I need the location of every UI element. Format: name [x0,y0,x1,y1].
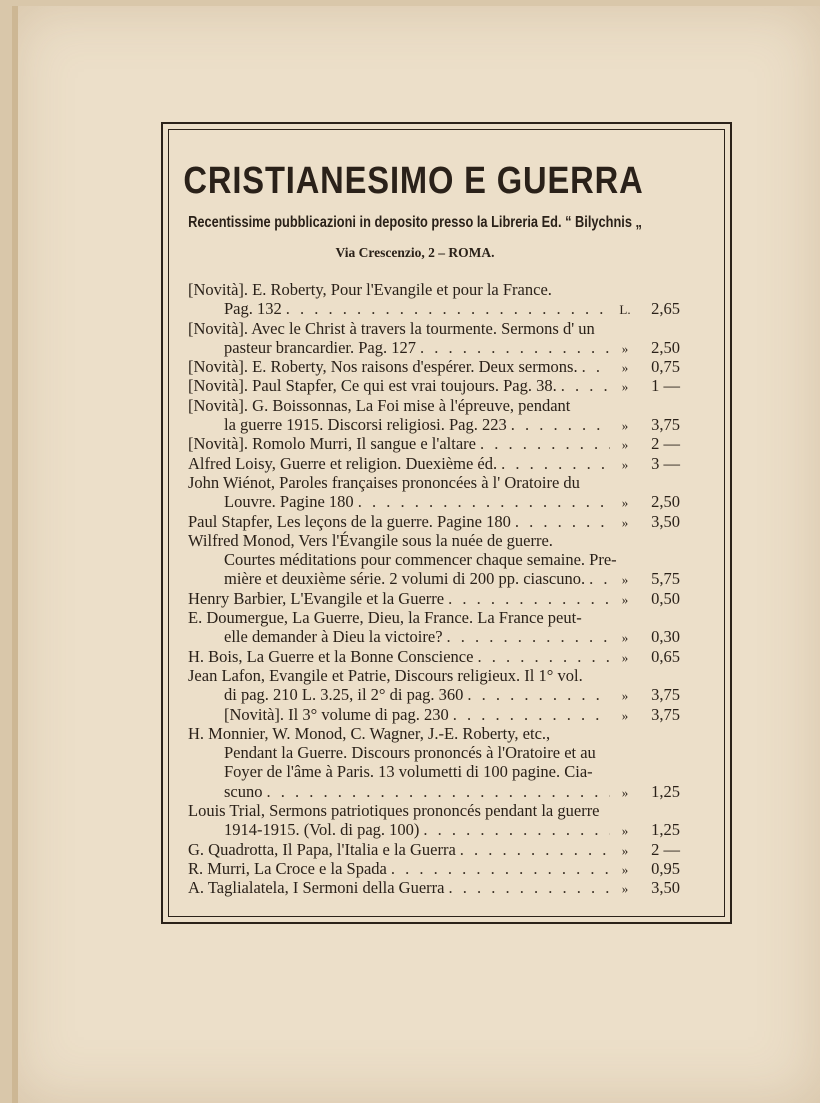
list-item [188,647,680,666]
price: 2,50 [651,337,680,357]
price: 0,30 [651,627,680,647]
leader-dots [448,589,610,608]
list-item [188,319,680,358]
price: 2,50 [651,492,680,512]
entry-line [188,454,680,473]
price-mark: » [621,379,629,395]
page-title: CRISTIANESIMO E GUERRA [183,160,644,202]
entry-text: Jean Lafon, Evangile et Patrie, Discours religieux. Il 1° vol. [188,665,583,685]
entry-line [188,627,680,646]
leader-dots [501,454,610,473]
list-item [188,396,680,435]
entry-line [188,569,680,588]
entry-text: Foyer de l'âme à Paris. 13 volumetti di 100 pagine. Cia- [224,762,593,782]
list-item [188,280,680,319]
price-mark: » [621,340,629,356]
leader-dots [467,685,610,704]
entry-line [188,724,680,743]
leader-dots [391,859,610,878]
entry-line [188,473,680,492]
entry-line [188,492,680,511]
entry-text: Alfred Loisy, Guerre et religion. Duexième éd. [188,453,498,473]
price-mark: » [621,784,629,800]
entry-line [188,415,680,434]
entry-text: H. Bois, La Guerre et la Bonne Conscience [188,646,474,666]
leader-dots [480,434,610,453]
list-item [188,801,680,840]
list-item [188,434,680,453]
price-mark: » [621,688,629,704]
list-item [188,878,680,897]
price-mark: » [621,881,629,897]
price-mark: » [621,591,629,607]
price: 1,25 [651,781,680,801]
entry-text: [Novità]. G. Boissonnas, La Foi mise à l'épreuve, pendant [188,395,571,415]
list-item [188,531,680,589]
price: 0,50 [651,588,680,608]
entry-text: Pag. 132 [224,299,282,319]
entry-line [188,801,680,820]
price-mark: » [621,842,629,858]
entry-line [188,666,680,685]
entry-line [188,434,680,453]
leader-dots [561,376,610,395]
list-item [188,859,680,878]
price-mark: » [621,649,629,665]
price: 3,75 [651,415,680,435]
price-mark: » [621,495,629,511]
entry-text: Wilfred Monod, Vers l'Évangile sous la nuée de guerre. [188,530,553,550]
entry-text: [Novità]. Il 3° volume di pag. 230 [224,704,449,724]
entry-line [188,859,680,878]
entry-text: Louvre. Pagine 180 [224,492,354,512]
price-mark: » [621,630,629,646]
price: 2,65 [651,299,680,319]
price: 1 — [651,376,680,396]
entry-text: pasteur brancardier. Pag. 127 [224,337,416,357]
price-mark: » [621,823,629,839]
page-subtitle: Recentissime pubblicazioni in deposito presso la Libreria Ed. “ Bilychnis „ [188,214,642,231]
entry-text: elle demander à Dieu la victoire? [224,627,443,647]
entry-text: mière et deuxième série. 2 volumi di 200 pp. ciascuno. [224,569,586,589]
list-item [188,512,680,531]
entry-line [188,357,680,376]
entry-text: [Novità]. E. Roberty, Pour l'Evangile et pour la France. [188,280,552,299]
entry-text: di pag. 210 L. 3.25, il 2° di pag. 360 [224,685,464,705]
entry-line [188,299,680,318]
list-item [188,840,680,859]
list-item [188,357,680,376]
list-item [188,473,680,512]
entry-text: G. Quadrotta, Il Papa, l'Italia e la Guerra [188,839,456,859]
leader-dots [477,647,610,666]
entry-text: [Novità]. E. Roberty, Nos raisons d'espérer. Deux sermons. [188,357,578,377]
price-mark: » [621,572,629,588]
price: 3,50 [651,878,680,898]
entry-line [188,743,680,762]
entry-line [188,396,680,415]
list-item [188,376,680,395]
entry-line [188,280,680,299]
book-list [188,280,680,898]
entry-line [188,319,680,338]
entry-line [188,550,680,569]
price-mark: » [621,861,629,877]
leader-dots [420,338,610,357]
leader-dots [453,705,610,724]
price-mark: » [621,456,629,472]
entry-line [188,338,680,357]
leader-dots [511,415,610,434]
entry-text: Pendant la Guerre. Discours prononcés à l'Oratoire et au [224,743,596,763]
price: 3,75 [651,685,680,705]
leader-dots [286,299,610,318]
entry-text: la guerre 1915. Discorsi religiosi. Pag. 223 [224,415,507,435]
entry-line [188,608,680,627]
leader-dots [582,357,610,376]
price: 5,75 [651,569,680,589]
publisher-address: Via Crescenzio, 2 – ROMA. [335,245,495,260]
entry-text: [Novità]. Romolo Murri, Il sangue e l'altare [188,434,476,454]
price-mark: » [621,514,629,530]
entry-line [188,705,680,724]
entry-text: scuno [224,781,263,801]
price: 3,50 [651,511,680,531]
entry-line [188,762,680,781]
price-mark: L. [619,302,631,318]
entry-text: Courtes méditations pour commencer chaque semaine. Pre- [224,550,617,570]
leader-dots [267,782,611,801]
list-item [188,589,680,608]
price-mark: » [621,360,629,376]
price-mark: » [621,437,629,453]
price-mark: » [621,418,629,434]
leader-dots [515,512,610,531]
leader-dots [423,820,610,839]
entry-text: Louis Trial, Sermons patriotiques prononcés pendant la guerre [188,801,600,821]
entry-line [188,840,680,859]
list-item [188,724,680,801]
price: 2 — [651,839,680,859]
entry-line [188,647,680,666]
entry-text: 1914-1915. (Vol. di pag. 100) [224,820,420,840]
price-mark: » [621,707,629,723]
price: 3 — [651,453,680,473]
entry-line [188,512,680,531]
leader-dots [589,569,610,588]
list-item [188,608,680,647]
leader-dots [448,878,610,897]
list-item [188,454,680,473]
price: 1,25 [651,820,680,840]
list-item [188,705,680,724]
list-item [188,666,680,705]
entry-line [188,589,680,608]
entry-text: R. Murri, La Croce e la Spada [188,858,387,878]
entry-text: John Wiénot, Paroles françaises prononcées à l' Oratoire du [188,472,580,492]
entry-line [188,878,680,897]
entry-text: Henry Barbier, L'Evangile et la Guerre [188,588,445,608]
price: 3,75 [651,704,680,724]
leader-dots [460,840,610,859]
entry-line [188,820,680,839]
entry-text: E. Doumergue, La Guerre, Dieu, la France. La France peut- [188,608,582,628]
entry-line [188,376,680,395]
entry-text: A. Taglialatela, I Sermoni della Guerra [188,878,445,898]
price: 0,95 [651,858,680,878]
entry-text: [Novità]. Paul Stapfer, Ce qui est vrai toujours. Pag. 38. [188,376,557,396]
entry-line [188,531,680,550]
entry-text: H. Monnier, W. Monod, C. Wagner, J.-E. Roberty, etc., [188,723,551,743]
price: 0,75 [651,357,680,377]
entry-text: [Novità]. Avec le Christ à travers la tourmente. Sermons d' un [188,318,595,338]
price: 2 — [651,434,680,454]
entry-line [188,782,680,801]
entry-line [188,685,680,704]
leader-dots [447,627,610,646]
leader-dots [358,492,610,511]
entry-text: Paul Stapfer, Les leçons de la guerre. Pagine 180 [188,511,511,531]
price: 0,65 [651,646,680,666]
